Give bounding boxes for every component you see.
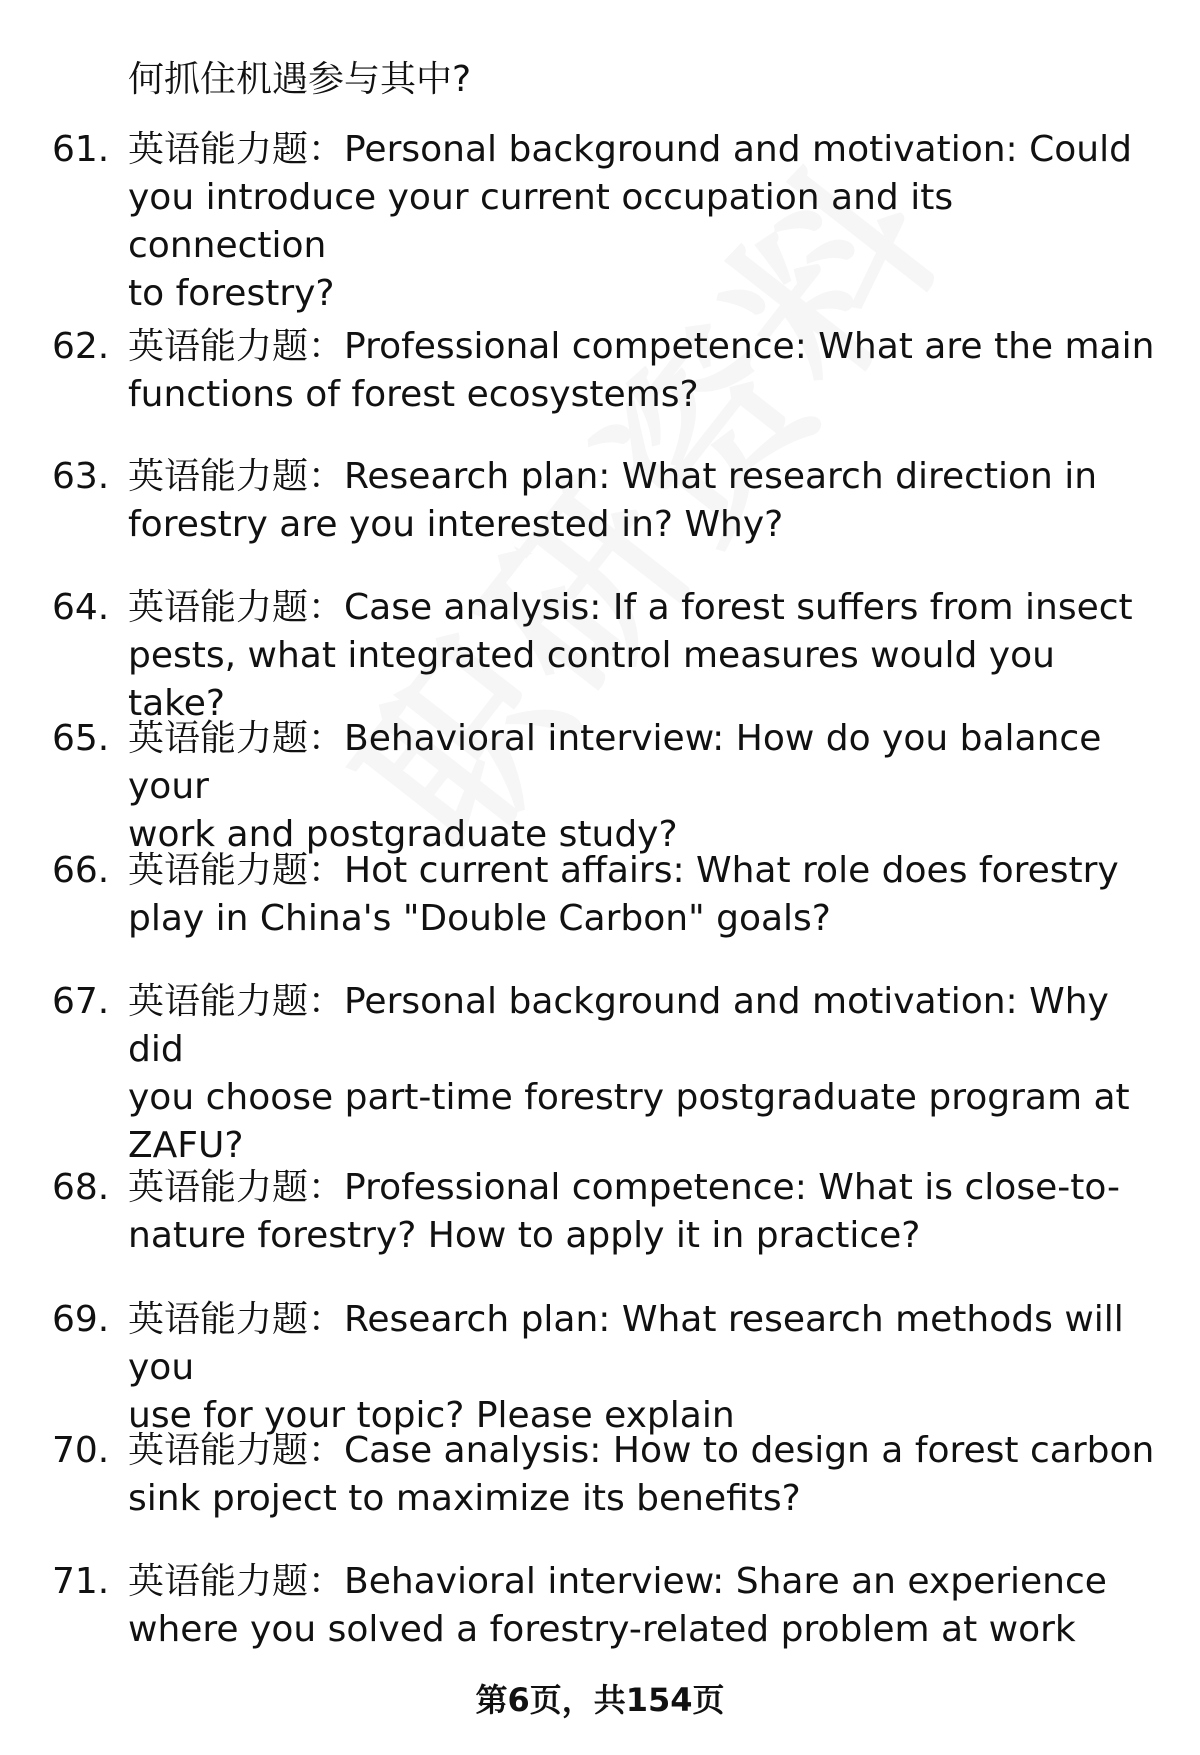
question-number: 68. [52, 1167, 110, 1208]
question-text: 英语能力题：Case analysis: How to design a forest carbon sink project to maximize its benefits? [128, 1430, 1155, 1519]
question-number: 69. [52, 1299, 110, 1340]
page-number-footer: 第6页，共154页 [475, 1681, 725, 1719]
question-number: 65. [52, 718, 110, 759]
question-item [52, 978, 1162, 1170]
question-text: 英语能力题：Research plan: What research methods will you use for your topic? Please explain [128, 1299, 1124, 1436]
question-number: 67. [52, 981, 110, 1022]
question-item [52, 453, 1162, 549]
question-text: 英语能力题：Behavioral interview: How do you balance your work and postgraduate study? [128, 718, 1102, 855]
question-number: 64. [52, 587, 110, 628]
question-item [52, 323, 1162, 419]
question-number: 66. [52, 850, 110, 891]
question-text: 英语能力题：Hot current affairs: What role does forestry play in China's "Double Carbon" goals? [128, 850, 1119, 939]
question-text: 英语能力题：Professional competence: What is close-to- nature forestry? How to apply it in practice? [128, 1167, 1121, 1256]
question-text: 英语能力题：Personal background and motivation: Could you introduce your current occupation and its connection to forestry? [128, 129, 1132, 314]
continued-question-text: 何抓住机遇参与其中? [128, 59, 472, 100]
question-item [52, 1164, 1162, 1260]
question-text: 英语能力题：Personal background and motivation: Why did you choose part-time forestry postgraduate program at ZAFU? [128, 981, 1130, 1166]
question-item [52, 584, 1162, 728]
question-text: 英语能力题：Research plan: What research direction in forestry are you interested in? Why? [128, 456, 1098, 545]
question-number: 70. [52, 1430, 110, 1471]
question-text: 英语能力题：Behavioral interview: Share an experience where you solved a forestry-related problem at work [128, 1561, 1107, 1650]
question-item [52, 1558, 1162, 1654]
question-text: 英语能力题：Professional competence: What are the main functions of forest ecosystems? [128, 326, 1155, 415]
question-number: 71. [52, 1561, 110, 1602]
question-number: 63. [52, 456, 110, 497]
question-number: 62. [52, 326, 110, 367]
question-item [52, 715, 1162, 859]
question-number: 61. [52, 129, 110, 170]
question-item [52, 847, 1162, 943]
question-item [52, 1427, 1162, 1523]
question-item [52, 1296, 1162, 1440]
question-item [52, 126, 1162, 318]
question-text: 英语能力题：Case analysis: If a forest suffers from insect pests, what integrated control measures would you take? [128, 587, 1133, 724]
